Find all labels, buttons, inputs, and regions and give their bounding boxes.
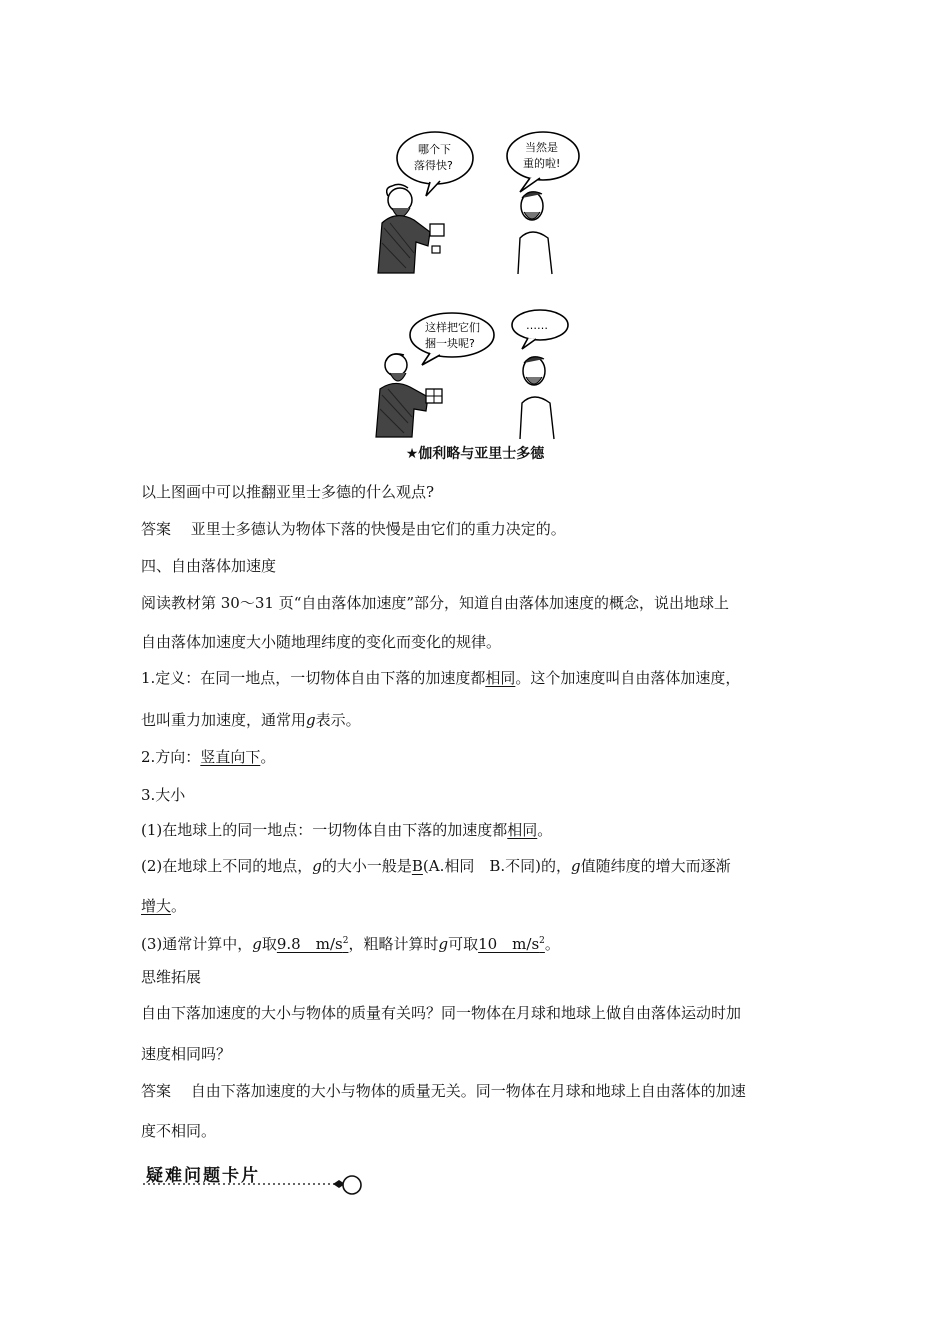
bubble2-line2: 重的啦! — [523, 157, 561, 170]
definition-line-1 — [141, 667, 740, 689]
extension-question-1: 自由下落加速度的大小与物体的质量有关吗？同一物体在月球和地球上做自由落体运动时加 — [141, 1004, 742, 1022]
symbol-g: g — [438, 935, 449, 953]
definition2-tail: 表示。 — [315, 711, 361, 729]
answer-text: 自由下落加速度的大小与物体的质量无关。同一物体在月球和地球上自由落体的加速 — [190, 1082, 746, 1100]
section-4-heading: 四、自由落体加速度 — [141, 557, 277, 575]
blank-fill: 竖直向下 — [200, 748, 261, 766]
galileo-figure — [378, 184, 444, 273]
size-item-2 — [141, 855, 731, 877]
question-line: 以上图画中可以推翻亚里士多德的什么观点? — [141, 483, 435, 501]
figure-caption: ★伽利略与亚里士多德 — [405, 446, 545, 462]
section-title: 疑难问题卡片 — [146, 1166, 260, 1186]
cartoon-panel-bottom — [370, 305, 590, 440]
galileo-figure-2 — [376, 354, 442, 437]
value-9-8: 9.8 m/s — [276, 935, 343, 953]
definition2-text: 也叫重力加速度，通常用 — [141, 711, 307, 729]
blank-fill: 增大 — [141, 897, 172, 915]
bubble3-line2: 捆一块呢? — [425, 337, 475, 350]
size-item-3 — [141, 930, 560, 955]
size1-tail: 。 — [537, 821, 553, 839]
direction-label: 2.方向： — [141, 748, 201, 766]
superscript: 2 — [539, 936, 545, 946]
size3-tail: 。 — [544, 935, 560, 953]
extension-answer-1 — [141, 1080, 746, 1102]
definition-text-tail: 。这个加速度叫自由落体加速度， — [515, 669, 741, 687]
size2-tail: 值随纬度的增大而逐渐 — [580, 857, 731, 875]
bubble2-line1: 当然是 — [525, 141, 558, 154]
size2-text: (2)在地球上不同的地点， — [141, 857, 313, 875]
symbol-g: g — [306, 711, 316, 729]
bubble1-line2: 落得快? — [414, 159, 453, 172]
extension-heading: 思维拓展 — [141, 968, 202, 986]
size2-mid: 的大小一般是 — [321, 857, 412, 875]
definition-text: 1.定义：在同一地点，一切物体自由下落的加速度都 — [141, 669, 486, 687]
direction-line — [141, 746, 275, 768]
bubble1-line1: 哪个下 — [418, 143, 451, 156]
bubble4-text: …… — [526, 319, 548, 332]
cartoon-panel-top — [370, 128, 590, 278]
direction-tail: 。 — [260, 748, 276, 766]
size1-text: (1)在地球上的同一地点：一切物体自由下落的加速度都 — [141, 821, 508, 839]
extension-question-2: 速度相同吗？ — [141, 1045, 232, 1063]
definition-line-2 — [141, 709, 361, 731]
blank-fill: 相同 — [485, 669, 516, 687]
symbol-g: g — [252, 935, 262, 953]
size3-mid3: 可取 — [448, 935, 479, 953]
aristotle-figure-2 — [520, 357, 554, 439]
size-item-2-cont — [141, 895, 186, 917]
answer-label: 答案 — [141, 520, 172, 538]
extension-answer-2: 度不相同。 — [141, 1122, 217, 1140]
answer-text: 亚里士多德认为物体下落的快慢是由它们的重力决定的。 — [190, 520, 566, 538]
reading-line-2: 自由落体加速度大小随地理纬度的变化而变化的规律。 — [141, 633, 502, 651]
blank-fill: 相同 — [507, 821, 538, 839]
size3-text: (3)通常计算中， — [141, 935, 253, 953]
bubble3-line1: 这样把它们 — [425, 321, 480, 334]
symbol-g: g — [571, 857, 581, 875]
blank-fill — [478, 935, 545, 953]
reading-line-1: 阅读教材第 30～31 页“自由落体加速度”部分，知道自由落体加速度的概念，说出地球上 — [141, 594, 730, 612]
blank-fill: B — [411, 857, 423, 875]
value-10: 10 m/s — [478, 935, 540, 953]
answer-line-1 — [141, 518, 566, 540]
symbol-g: g — [312, 857, 322, 875]
size2-options: (A.相同 B.不同)的， — [422, 857, 572, 875]
answer-label: 答案 — [141, 1082, 172, 1100]
size-item-1 — [141, 819, 552, 841]
size2b-tail: 。 — [171, 897, 187, 915]
blank-fill — [277, 935, 349, 953]
size3-mid2: ，粗略计算时 — [348, 935, 439, 953]
size-heading: 3.大小 — [141, 786, 186, 804]
superscript: 2 — [342, 936, 349, 946]
size3-mid1: 取 — [261, 935, 277, 953]
aristotle-figure — [518, 192, 552, 274]
